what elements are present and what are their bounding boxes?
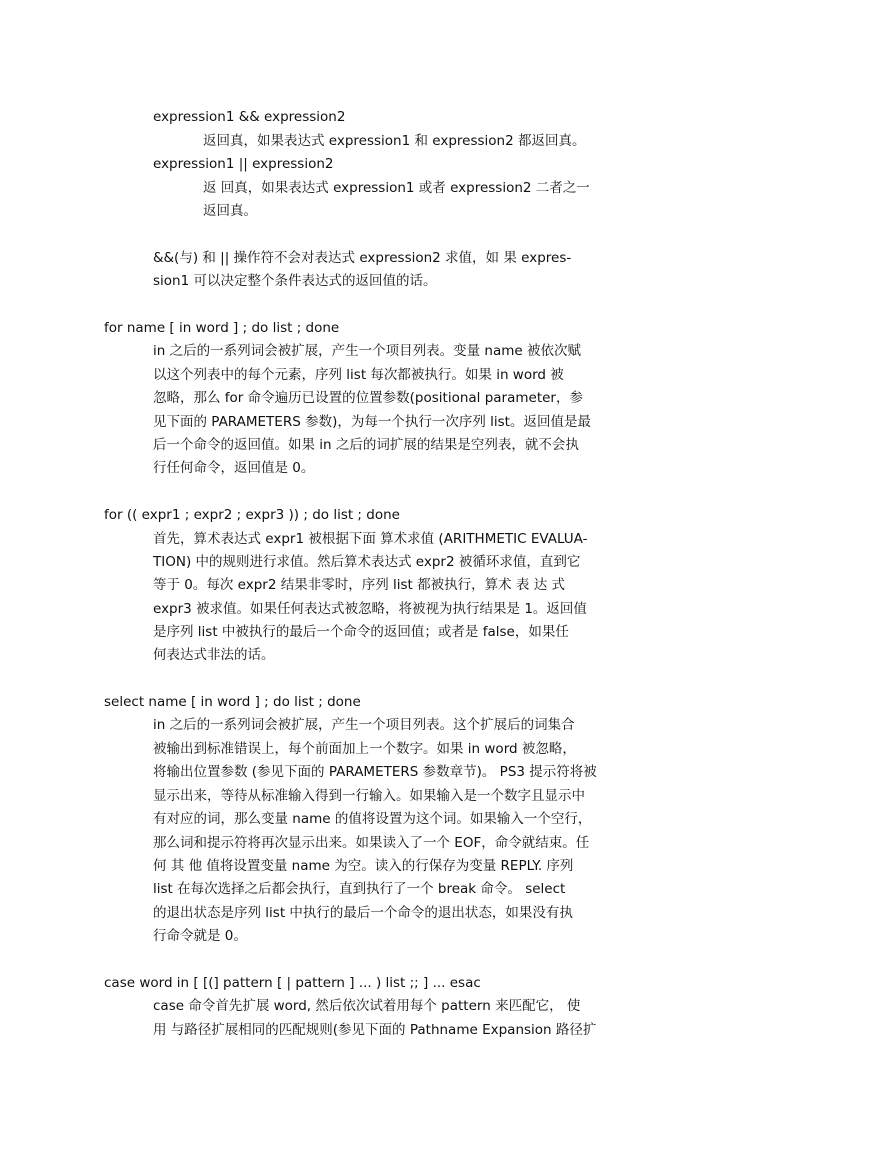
- text-line: 首先，算术表达式 expr1 被根据下面 算术求值 (ARITHMETIC EVALUA-: [153, 531, 588, 547]
- text-line: 显示出来，等待从标准输入得到一行输入。如果输入是一个数字且显示中: [153, 788, 585, 804]
- text-line: 何表达式非法的话。: [153, 647, 275, 663]
- text-line: 是序列 list 中被执行的最后一个命令的返回值；或者是 false，如果任: [153, 624, 569, 640]
- text-line: list 在每次选择之后都会执行，直到执行了一个 break 命令。 select: [153, 881, 566, 897]
- text-line: 何 其 他 值将设置变量 name 为空。读入的行保存为变量 REPLY. 序列: [153, 858, 574, 874]
- text-line: 忽略，那么 for 命令遍历已设置的位置参数(positional parameter，参: [153, 390, 583, 406]
- text-line: 有对应的词，那么变量 name 的值将设置为这个词。如果输入一个空行，: [153, 811, 592, 827]
- text-line: 的退出状态是序列 list 中执行的最后一个命令的退出状态，如果没有执: [153, 905, 573, 921]
- text-line: 行命令就是 0。: [153, 928, 247, 944]
- text-line: in 之后的一系列词会被扩展，产生一个项目列表。这个扩展后的词集合: [153, 717, 575, 733]
- text-line: 行任何命令，返回值是 0。: [153, 460, 315, 476]
- text-line: for (( expr1 ; expr2 ; expr3 )) ; do list ; done: [104, 507, 400, 523]
- text-line: 返回真，如果表达式 expression1 和 expression2 都返回真。: [203, 133, 586, 149]
- text-line: 返 回真，如果表达式 expression1 或者 expression2 二者之一: [203, 180, 590, 196]
- text-line: expression1 && expression2: [153, 109, 346, 125]
- text-line: expression1 || expression2: [153, 156, 334, 172]
- text-line: &&(与) 和 || 操作符不会对表达式 expression2 求值，如 果 expres-: [153, 250, 572, 266]
- text-line: 后一个命令的返回值。如果 in 之后的词扩展的结果是空列表，就不会执: [153, 437, 579, 453]
- text-line: case 命令首先扩展 word, 然后依次试着用每个 pattern 来匹配它， 使: [153, 998, 581, 1014]
- text-line: 将输出位置参数 (参见下面的 PARAMETERS 参数章节)。 PS3 提示符将被: [153, 764, 597, 780]
- text-line: case word in [ [(] pattern [ | pattern ] ... ) list ;; ] ... esac: [104, 975, 481, 991]
- text-line: expr3 被求值。如果任何表达式被忽略，将被视为执行结果是 1。返回值: [153, 601, 587, 617]
- text-line: TION) 中的规则进行求值。然后算术表达式 expr2 被循环求值，直到它: [153, 554, 581, 570]
- text-line: 被输出到标准错误上，每个前面加上一个数字。如果 in word 被忽略，: [153, 741, 576, 757]
- text-line: for name [ in word ] ; do list ; done: [104, 320, 340, 336]
- text-line: 以这个列表中的每个元素，序列 list 每次都被执行。如果 in word 被: [153, 367, 564, 383]
- text-line: 那么词和提示符将再次显示出来。如果读入了一个 EOF，命令就结束。任: [153, 835, 590, 851]
- text-line: sion1 可以决定整个条件表达式的返回值的话。: [153, 273, 437, 289]
- text-line: select name [ in word ] ; do list ; done: [104, 694, 361, 710]
- text-line: in 之后的一系列词会被扩展，产生一个项目列表。变量 name 被依次赋: [153, 343, 581, 359]
- text-line: 见下面的 PARAMETERS 参数)，为每一个执行一次序列 list。返回值是最: [153, 414, 591, 430]
- text-line: 用 与路径扩展相同的匹配规则(参见下面的 Pathname Expansion 路径扩: [153, 1022, 597, 1038]
- text-line: 返回真。: [203, 203, 257, 219]
- text-line: 等于 0。每次 expr2 结果非零时，序列 list 都被执行，算术 表 达 式: [153, 577, 566, 593]
